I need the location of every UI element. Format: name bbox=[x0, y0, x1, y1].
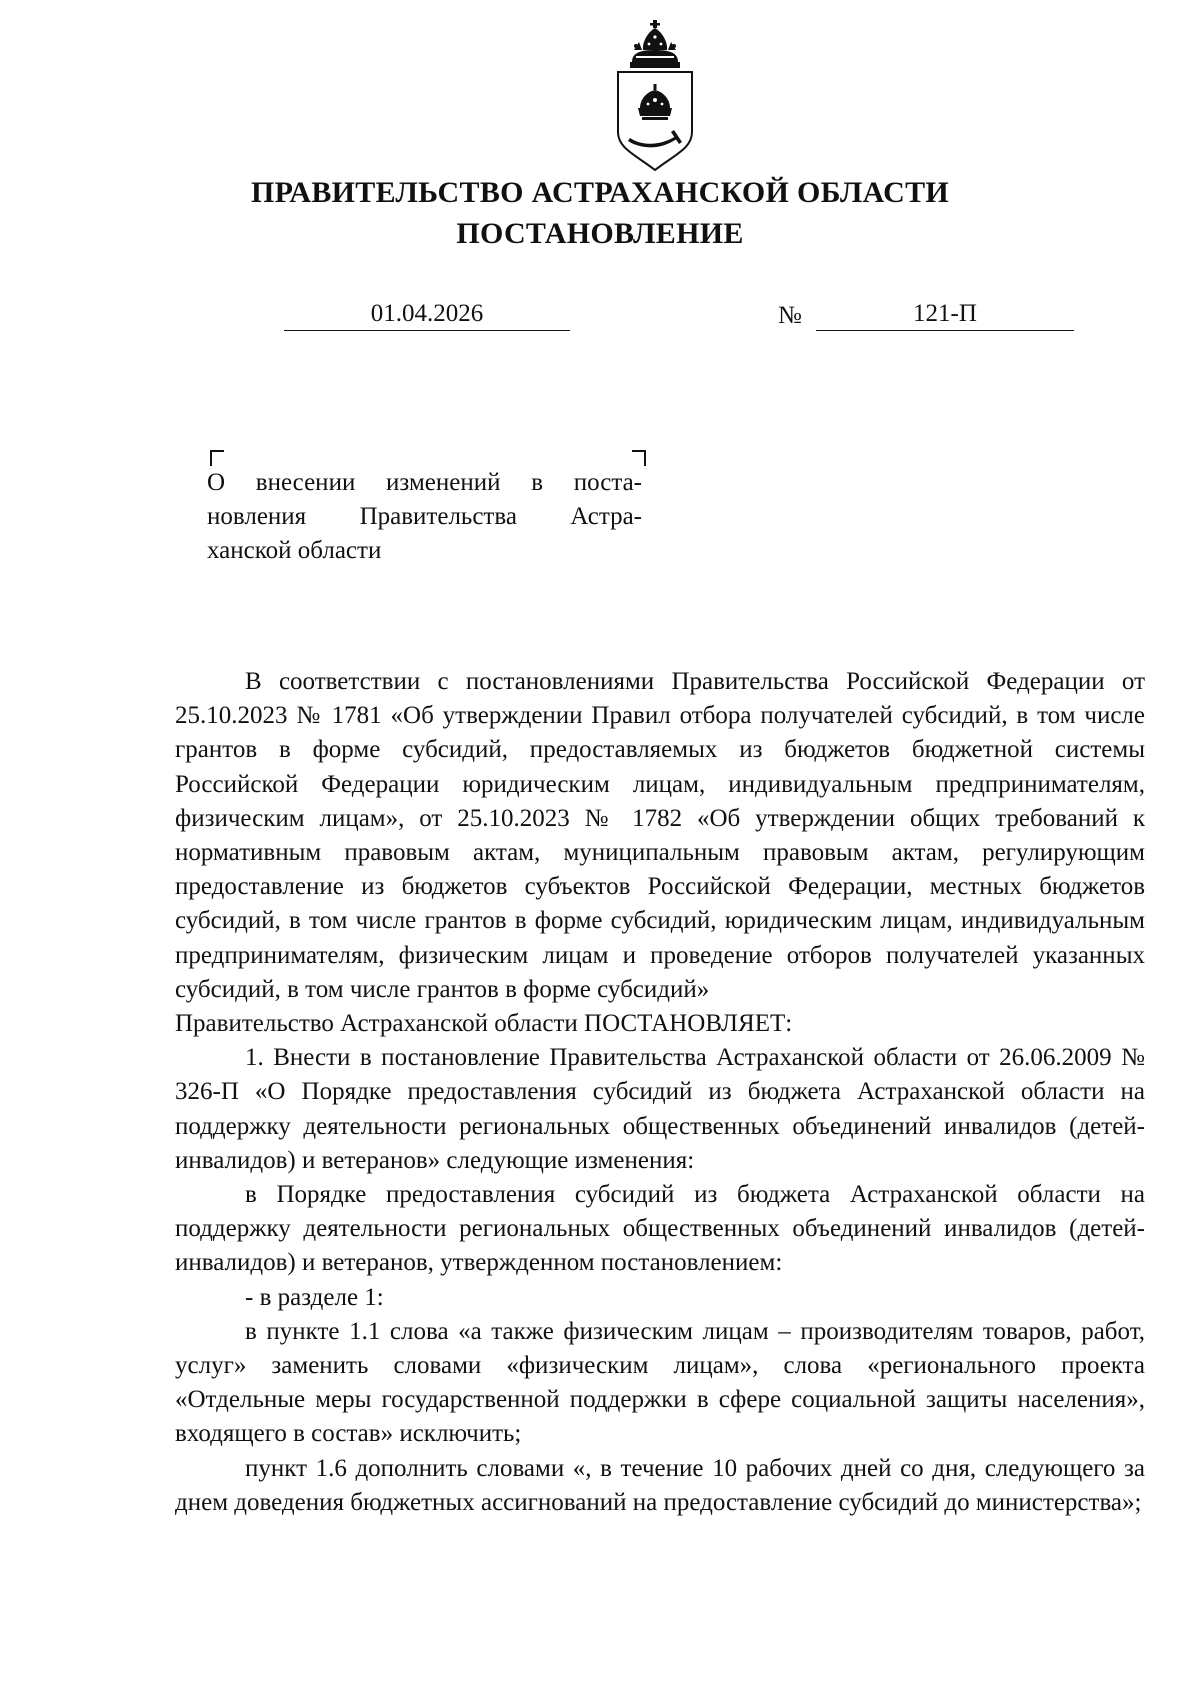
subject-corner-right bbox=[632, 450, 646, 466]
document-subject bbox=[207, 466, 642, 568]
government-title: ПРАВИТЕЛЬСТВО АСТРАХАНСКОЙ ОБЛАСТИ bbox=[250, 176, 950, 209]
body-paragraph: 1. Внести в постановление Правительства Астраханской области от 26.06.2009 № 326-П «О Порядке предоставления субсидий из бюджета Астраханской области на поддержку деятельности региональных общественных объединений инвалидов (детей-инвалидов) и ветеранов» следующие изменения: bbox=[175, 1044, 1145, 1174]
document-type: ПОСТАНОВЛЕНИЕ bbox=[456, 217, 744, 250]
preamble-paragraph: В соответствии с постановлениями Правительства Российской Федерации от 25.10.2023 № 1781 «Об утверждении Правил отбора получателей субсидий, в том числе грантов в форме субсидий, предоставляемых из бюджетов бюджетной системы Российской Федерации юридическим лицам, индивидуальным предпринимателям, физическим лицам», от 25.10.2023 № 1782 «Об утверждении общих требований к нормативным правовым актам, муниципальным правовым актам, регулирующим предоставление из бюджетов субъектов Российской Федерации, местных бюджетов субсидий, в том числе грантов в форме субсидий, юридическим лицам, индивидуальным предпринимателям, физическим лицам и проведение отборов получателей указанных субсидий, в том числе грантов в форме субсидий» bbox=[175, 668, 1145, 1003]
document-number: 121-П bbox=[816, 300, 1074, 331]
subject-line: О внесении изменений в поста- bbox=[207, 469, 642, 496]
resolution-line: Правительство Астраханской области ПОСТАНОВЛЯЕТ: bbox=[175, 1010, 793, 1038]
body-paragraph: пункт 1.6 дополнить словами «, в течение 10 рабочих дней со дня, следующего за днем доведения бюджетных ассигнований на предоставление субсидий до министерства»; bbox=[175, 1454, 1145, 1516]
number-sign: № bbox=[778, 302, 802, 329]
astrakhan-coat-of-arms-icon bbox=[612, 20, 698, 172]
body-paragraph: - в разделе 1: bbox=[245, 1283, 384, 1311]
document-body bbox=[175, 665, 1145, 1520]
subject-line: новления Правительства Астра- bbox=[207, 503, 642, 530]
subject-corner-left bbox=[210, 450, 224, 466]
document-date: 01.04.2026 bbox=[284, 300, 570, 331]
body-paragraph: в пункте 1.1 слова «а также физическим лицам – производителям товаров, работ, услуг» заменить словами «физическим лицам», слова «регионального проекта «Отдельные меры государственной поддержки в сфере социальной защиты населения», входящего в состав» исключить; bbox=[175, 1317, 1145, 1448]
subject-line: ханской области bbox=[207, 537, 382, 564]
body-paragraph: в Порядке предоставления субсидий из бюджета Астраханской области на поддержку деятельности региональных общественных объединений инвалидов (детей-инвалидов) и ветеранов, утвержденном постановлением: bbox=[175, 1181, 1145, 1277]
